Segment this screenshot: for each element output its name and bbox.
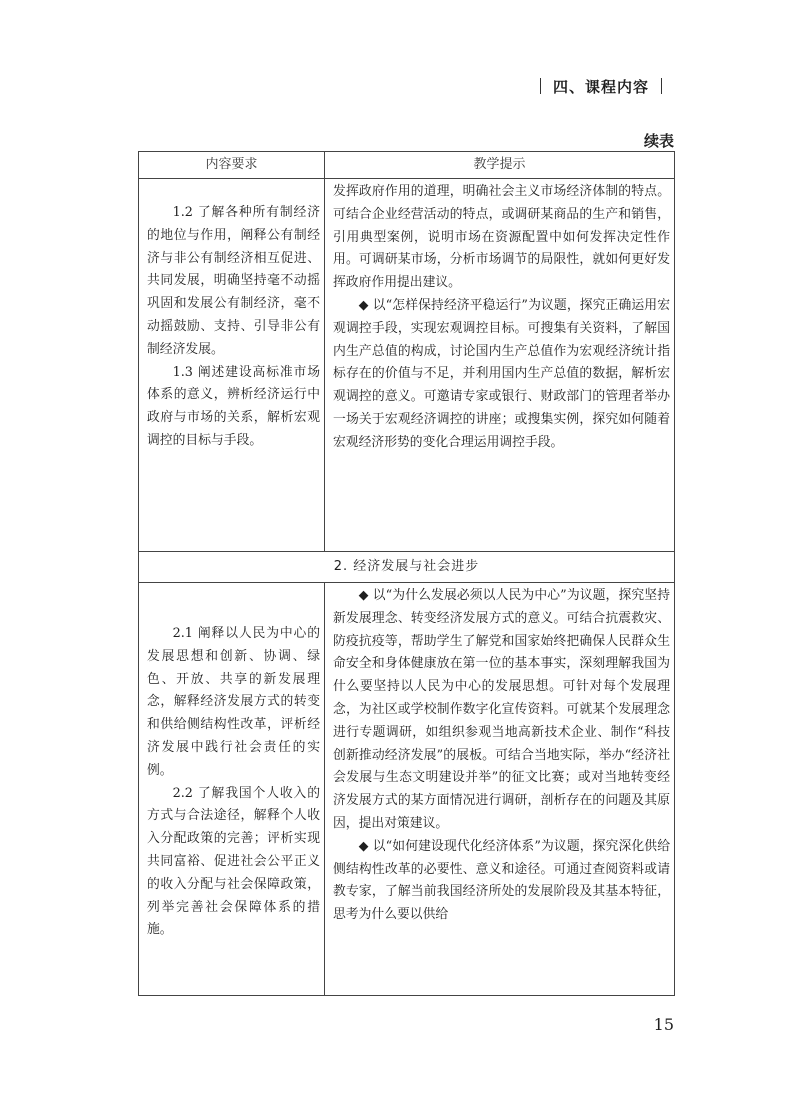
col-header-tips: 教学提示 — [325, 152, 675, 179]
page-number: 15 — [653, 1015, 674, 1034]
tip-paragraph: ◆ 以“为什么发展必须以人民为中心”为议题，探究坚持新发展理念、转变经济发展方式的意义。可结合抗震救灾、防疫抗疫等，帮助学生了解党和国家始终把确保人民群众生命安全和身体健康放在第一位的基本事实，深刻理解我国为什么要坚持以人民为中心的发展思想。可针对每个发展理念，为社区或学校制作数字化宣传资料。可就某个发展理念进行专题调研，如组织参观当地高新技术企业、制作“科技创新推动经济发展”的展板。可结合当地实际，举办“经济社会发展与生态文明建设并举”的征文比赛；或对当地转变经济发展方式的某方面情况进行调研，剖析存在的问题及其原因，提出对策建议。 — [333, 588, 670, 831]
tip-paragraph: ◆ 以“如何建设现代化经济体系”为议题，探究深化供给侧结构性改革的必要性、意义和途径。可通过查阅资料或请教专家，了解当前我国经济所处的发展阶段及其基本特征，思考为什么要以供给 — [333, 838, 670, 923]
tip-paragraph: 发挥政府作用的道理，明确社会主义市场经济体制的特点。可结合企业经营活动的特点，或调研某商品的生产和销售，引用典型案例，说明市场在资源配置中如何发挥决定性作用。可调研某市场，分析市场调节的局限性，就如何更好发挥政府作用提出建议。 — [333, 184, 670, 291]
section-row — [139, 552, 675, 583]
section-title-economic-development: 2. 经济发展与社会进步 — [139, 552, 675, 583]
table-row — [139, 583, 675, 996]
table-row — [139, 179, 675, 552]
requirement-2-1: 2.1 阐释以人民为中心的发展思想和创新、协调、绿色、开放、共享的新发展理念，解释经济发展方式的转变和供给侧结构性改革，评析经济发展中践行社会责任的实例。 — [147, 626, 320, 778]
content-requirements-cell — [139, 583, 325, 996]
requirement-1-2: 1.2 了解各种所有制经济的地位与作用，阐释公有制经济与非公有制经济相互促进、共同发展，明确坚持毫不动摇巩固和发展公有制经济，毫不动摇鼓励、支持、引导非公有制经济发展。 — [147, 205, 320, 357]
teaching-tips-cell — [325, 179, 675, 552]
requirement-1-3: 1.3 阐述建设高标准市场体系的意义，辨析经济运行中政府与市场的关系，解析宏观调控的目标与手段。 — [147, 364, 320, 448]
tip-paragraph: ◆ 以“怎样保持经济平稳运行”为议题，探究正确运用宏观调控手段，实现宏观调控目标。可搜集有关资料，了解国内生产总值的构成，讨论国内生产总值作为宏观经济统计指标存在的价值与不足，并利用国内生产总值的数据，解析宏观调控的意义。可邀请专家或银行、财政部门的管理者举办一场关于宏观经济调控的讲座；或搜集实例，探究如何随着宏观经济形势的变化合理运用调控手段。 — [333, 297, 670, 450]
continued-label: 续表 — [643, 132, 674, 150]
table-header-row — [139, 152, 675, 179]
header-divider-right — [661, 78, 662, 94]
col-header-content: 内容要求 — [139, 152, 325, 179]
running-header — [528, 76, 674, 97]
teaching-tips-cell — [325, 583, 675, 996]
section-title: 四、课程内容 — [552, 78, 649, 96]
header-divider-left — [540, 78, 541, 94]
curriculum-table — [138, 151, 675, 996]
content-requirements-cell — [139, 179, 325, 552]
requirement-2-2: 2.2 了解我国个人收入的方式与合法途径，解释个人收入分配政策的完善；评析实现共同富裕、促进社会公平正义的收入分配与社会保障政策，列举完善社会保障体系的措施。 — [147, 785, 320, 938]
